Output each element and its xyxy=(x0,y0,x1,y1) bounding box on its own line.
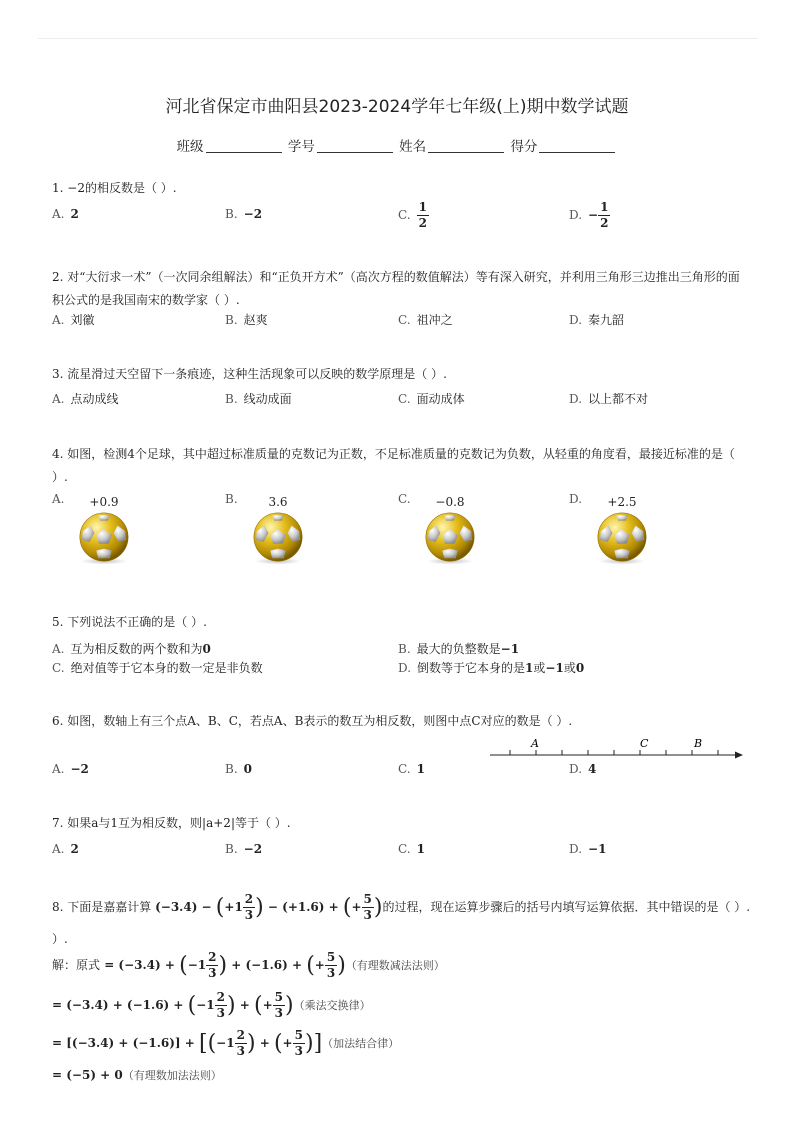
point-c-label: C xyxy=(640,737,649,750)
q2-option-b[interactable]: B. 赵爽 xyxy=(225,313,268,327)
student-info-line xyxy=(0,135,794,155)
ball-a-value: +0.9 xyxy=(89,495,119,509)
question-5-stem: 5. 下列说法不正确的是（ ）. xyxy=(52,615,207,629)
q5-option-c[interactable]: C. 绝对值等于它本身的数一定是非负数 xyxy=(52,661,263,675)
number-label: 学号 xyxy=(287,139,315,155)
point-b-label: B xyxy=(694,737,703,750)
q4-option-d[interactable]: D. xyxy=(569,492,583,506)
q7-option-b[interactable]: B. −2 xyxy=(225,842,263,856)
fraction: $\frac{1}{2}$ xyxy=(418,200,427,230)
q2-option-c[interactable]: C. 祖冲之 xyxy=(398,313,453,327)
q1-option-c[interactable]: C. $\frac{1}{2}$ xyxy=(398,200,427,230)
q2-option-a[interactable]: A. 刘徽 xyxy=(52,313,95,327)
q1-option-b[interactable]: B. −2 xyxy=(225,207,263,221)
class-label: 班级 xyxy=(176,139,204,155)
q5-option-a[interactable]: A. 互为相反数的两个数和为0 xyxy=(52,642,211,656)
soccer-ball-b-icon xyxy=(250,510,306,566)
q6-option-c[interactable]: C. 1 xyxy=(398,762,425,776)
ball-b-value: 3.6 xyxy=(268,495,288,509)
solution-line-3: = [(−3.4) + (−1.6)] + [(−1 $\frac{2}{3}$ ) + (+ $\frac{5}{3}$ )]（加法结合律） xyxy=(52,1028,400,1058)
solution-line-4: = (−5) + 0（有理数加法法则） xyxy=(52,1068,222,1082)
question-4-stem: 4. 如图，检测4个足球，其中超过标准质量的克数记为正数，不足标准质量的克数记为负数，从轻重的角度看，最接近标准的是（ ）. xyxy=(52,447,735,484)
solution-line-2: = (−3.4) + (−1.6) + (−1 $\frac{2}{3}$ ) + (+ $\frac{5}{3}$ )（乘法交换律） xyxy=(52,990,371,1020)
soccer-ball-d-icon xyxy=(594,510,650,566)
q6-option-d[interactable]: D. 4 xyxy=(569,762,597,776)
name-label: 姓名 xyxy=(399,139,427,155)
q7-option-d[interactable]: D. −1 xyxy=(569,842,607,856)
score-blank[interactable] xyxy=(539,152,615,153)
q1-option-d[interactable]: D. − $\frac{1}{2}$ xyxy=(569,200,609,230)
header-rule xyxy=(38,38,758,39)
q3-option-d[interactable]: D. 以上都不对 xyxy=(569,392,649,406)
question-3-stem: 3. 流星滑过天空留下一条痕迹，这种生活现象可以反映的数学原理是（ ）. xyxy=(52,367,447,381)
question-8-stem: 8. 下面是嘉嘉计算 (−3.4) − (+1 $\frac{2}{3}$ ) − (+1.6) + (+ $\frac{5}{3}$ )的过程，现在运算步骤后的括号内填写运算依据．其中错误的是（ ）. xyxy=(52,892,751,922)
ball-d-value: +2.5 xyxy=(607,495,637,509)
q3-option-b[interactable]: B. 线动成面 xyxy=(225,392,292,406)
q5-option-d[interactable]: D. 倒数等于它本身的是1或−1或0 xyxy=(398,661,585,675)
q7-option-c[interactable]: C. 1 xyxy=(398,842,425,856)
score-label: 得分 xyxy=(510,139,538,155)
question-2-stem: 2. 对“大衍求一术”（一次同余组解法）和“正负开方术”（高次方程的数值解法）等有深入研究，并利用三角形三边推出三角形的面积公式的是我国南宋的数学家（ ）. xyxy=(52,270,740,307)
number-line-figure xyxy=(485,735,750,765)
solution-line-1: 解：原式 = (−3.4) + (−1 $\frac{2}{3}$ ) + (−1.6) + (+ $\frac{5}{3}$ )（有理数减法法则） xyxy=(52,950,445,980)
q2-option-d[interactable]: D. 秦九韶 xyxy=(569,313,625,327)
q1-option-a[interactable]: A. 2 xyxy=(52,207,79,221)
page-title: 河北省保定市曲阳县2023-2024学年七年级(上)期中数学试题 xyxy=(165,97,629,117)
soccer-ball-a-icon xyxy=(76,510,132,566)
q4-option-b[interactable]: B. xyxy=(225,492,238,506)
number-blank[interactable] xyxy=(317,152,393,153)
name-blank[interactable] xyxy=(428,152,504,153)
soccer-ball-c-icon xyxy=(422,510,478,566)
q5-option-b[interactable]: B. 最大的负整数是−1 xyxy=(398,642,520,656)
question-7-stem: 7. 如果a与1互为相反数，则|a+2|等于（ ）. xyxy=(52,816,291,830)
q4-option-c[interactable]: C. xyxy=(398,492,411,506)
q3-option-c[interactable]: C. 面动成体 xyxy=(398,392,465,406)
number-line-arrow-icon xyxy=(735,752,743,759)
q6-option-a[interactable]: A. −2 xyxy=(52,762,89,776)
q7-option-a[interactable]: A. 2 xyxy=(52,842,79,856)
q4-option-a[interactable]: A. xyxy=(52,492,65,506)
fraction: $\frac{1}{2}$ xyxy=(600,200,609,230)
question-1-stem: 1. −2的相反数是（ ）. xyxy=(52,181,177,195)
point-a-label: A xyxy=(531,737,539,750)
number-line-ticks xyxy=(510,750,718,755)
q6-option-b[interactable]: B. 0 xyxy=(225,762,252,776)
question-6-stem: 6. 如图，数轴上有三个点A、B、C，若点A、B表示的数互为相反数，则图中点C对应的数是（ ）. xyxy=(52,714,573,728)
ball-c-value: −0.8 xyxy=(435,495,465,509)
class-blank[interactable] xyxy=(206,152,282,153)
q3-option-a[interactable]: A. 点动成线 xyxy=(52,392,119,406)
